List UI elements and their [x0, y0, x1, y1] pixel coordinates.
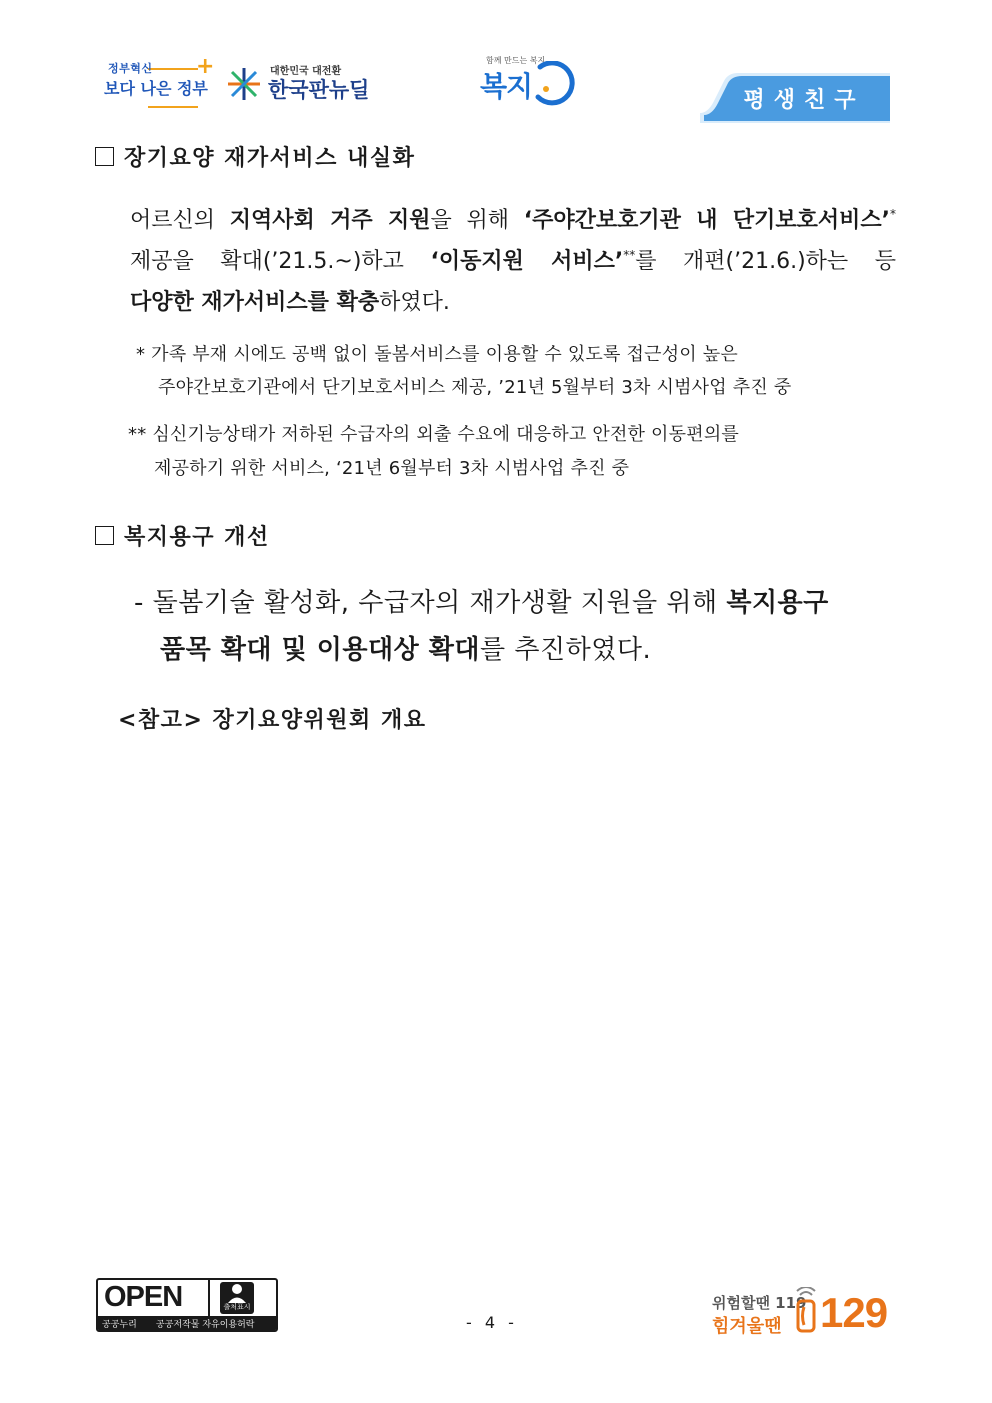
text-span: 를 개편(’21.6.)하는 등 [635, 249, 896, 274]
section2-heading [95, 520, 270, 551]
bold-span: 다양한 재가서비스를 확충 [130, 290, 380, 315]
text-span: 제공을 확대(’21.5.~)하고 [130, 249, 431, 274]
bold-span: 품목 확대 및 이용대상 확대 [160, 635, 480, 665]
logo-welfare-main: 복지 [480, 70, 533, 103]
bold-span: ‘이동지원 서비스’ [430, 249, 624, 274]
helpline-line2: 힘겨울땐 [712, 1316, 782, 1337]
lifelong-friend-tab [700, 73, 890, 123]
welfare-swoosh-icon [532, 61, 578, 107]
new-deal-star-icon [226, 66, 262, 102]
badge-bar-left: 공공누리 [102, 1320, 137, 1330]
footnote1-line2: 주야간보호기관에서 단기보호서비스 제공, ’21년 5월부터 3차 시범사업 추진 중 [158, 377, 792, 398]
helpline-129-logo [710, 1275, 900, 1335]
footnote2-line2: 제공하기 위한 서비스, ‘21년 6월부터 3차 시범사업 추진 중 [154, 458, 630, 479]
phone-icon [794, 1287, 818, 1333]
footnote-marker: ** [623, 248, 636, 262]
section2-heading-text: 복지용구 개선 [124, 525, 270, 550]
logo-innovation-main: 보다 나은 정부 [104, 79, 208, 98]
badge-bar [96, 1316, 278, 1330]
section1-heading-text: 장기요양 재가서비스 내실화 [124, 146, 416, 171]
plus-icon: + [196, 54, 215, 79]
person-label: 출처표시 [223, 1303, 251, 1311]
text-span: - 돌봄기술 활성화, 수급자의 재가생활 지원을 위해 [134, 588, 727, 618]
bold-span: ‘주야간보호기관 내 단기보호서비스’ [523, 208, 890, 233]
text-span: 하였다. [379, 290, 450, 315]
badge-divider [208, 1280, 210, 1316]
text-span: 을 위해 [430, 208, 524, 233]
checkbox-square-icon [95, 526, 114, 545]
logo-welfare-sub: 함께 만드는 복지 [486, 56, 546, 65]
logo-innovation-top: 정부혁신 [108, 62, 153, 75]
logo-newdeal-sub: 대한민국 대전환 [270, 66, 342, 77]
text-span: 를 추진하였다. [479, 635, 652, 665]
attribution-person-icon [220, 1282, 254, 1314]
tab-label: 평생친구 [743, 88, 865, 113]
section1-para-line1 [130, 199, 896, 242]
section2-line1 [134, 582, 829, 619]
logo-newdeal-main: 한국판뉴딜 [268, 78, 370, 102]
text-span: 어르신의 [130, 208, 230, 233]
section1-para-line2 [130, 240, 896, 283]
page-header [0, 0, 992, 125]
helpline-number: 129 [820, 1289, 888, 1336]
korean-new-deal-logo [226, 62, 371, 106]
footnote1-line1: * 가족 부재 시에도 공백 없이 돌봄서비스를 이용할 수 있도록 접근성이 높은 [136, 344, 738, 365]
welfare-ministry-logo [480, 55, 580, 110]
badge-bar-right: 공공저작물 자유이용허락 [156, 1320, 255, 1330]
section1-para-line3 [130, 281, 896, 324]
government-innovation-logo [104, 54, 215, 108]
helpline-line1: 위험할땐 119 [712, 1294, 807, 1312]
footnote-marker: * [890, 207, 896, 221]
page-number: - 4 - [466, 1313, 518, 1332]
section2-line2 [160, 629, 651, 666]
kogl-open-badge [96, 1278, 276, 1330]
bold-span: 지역사회 거주 지원 [229, 208, 431, 233]
footnote2-line1: ** 심신기능상태가 저하된 수급자의 외출 수요에 대응하고 안전한 이동편의를 [128, 424, 739, 445]
checkbox-square-icon [95, 147, 114, 166]
section1-heading [95, 141, 415, 172]
open-word: OPEN [104, 1281, 183, 1313]
reference-heading: <참고> 장기요양위원회 개요 [118, 708, 427, 733]
bold-span: 복지용구 [726, 588, 829, 618]
